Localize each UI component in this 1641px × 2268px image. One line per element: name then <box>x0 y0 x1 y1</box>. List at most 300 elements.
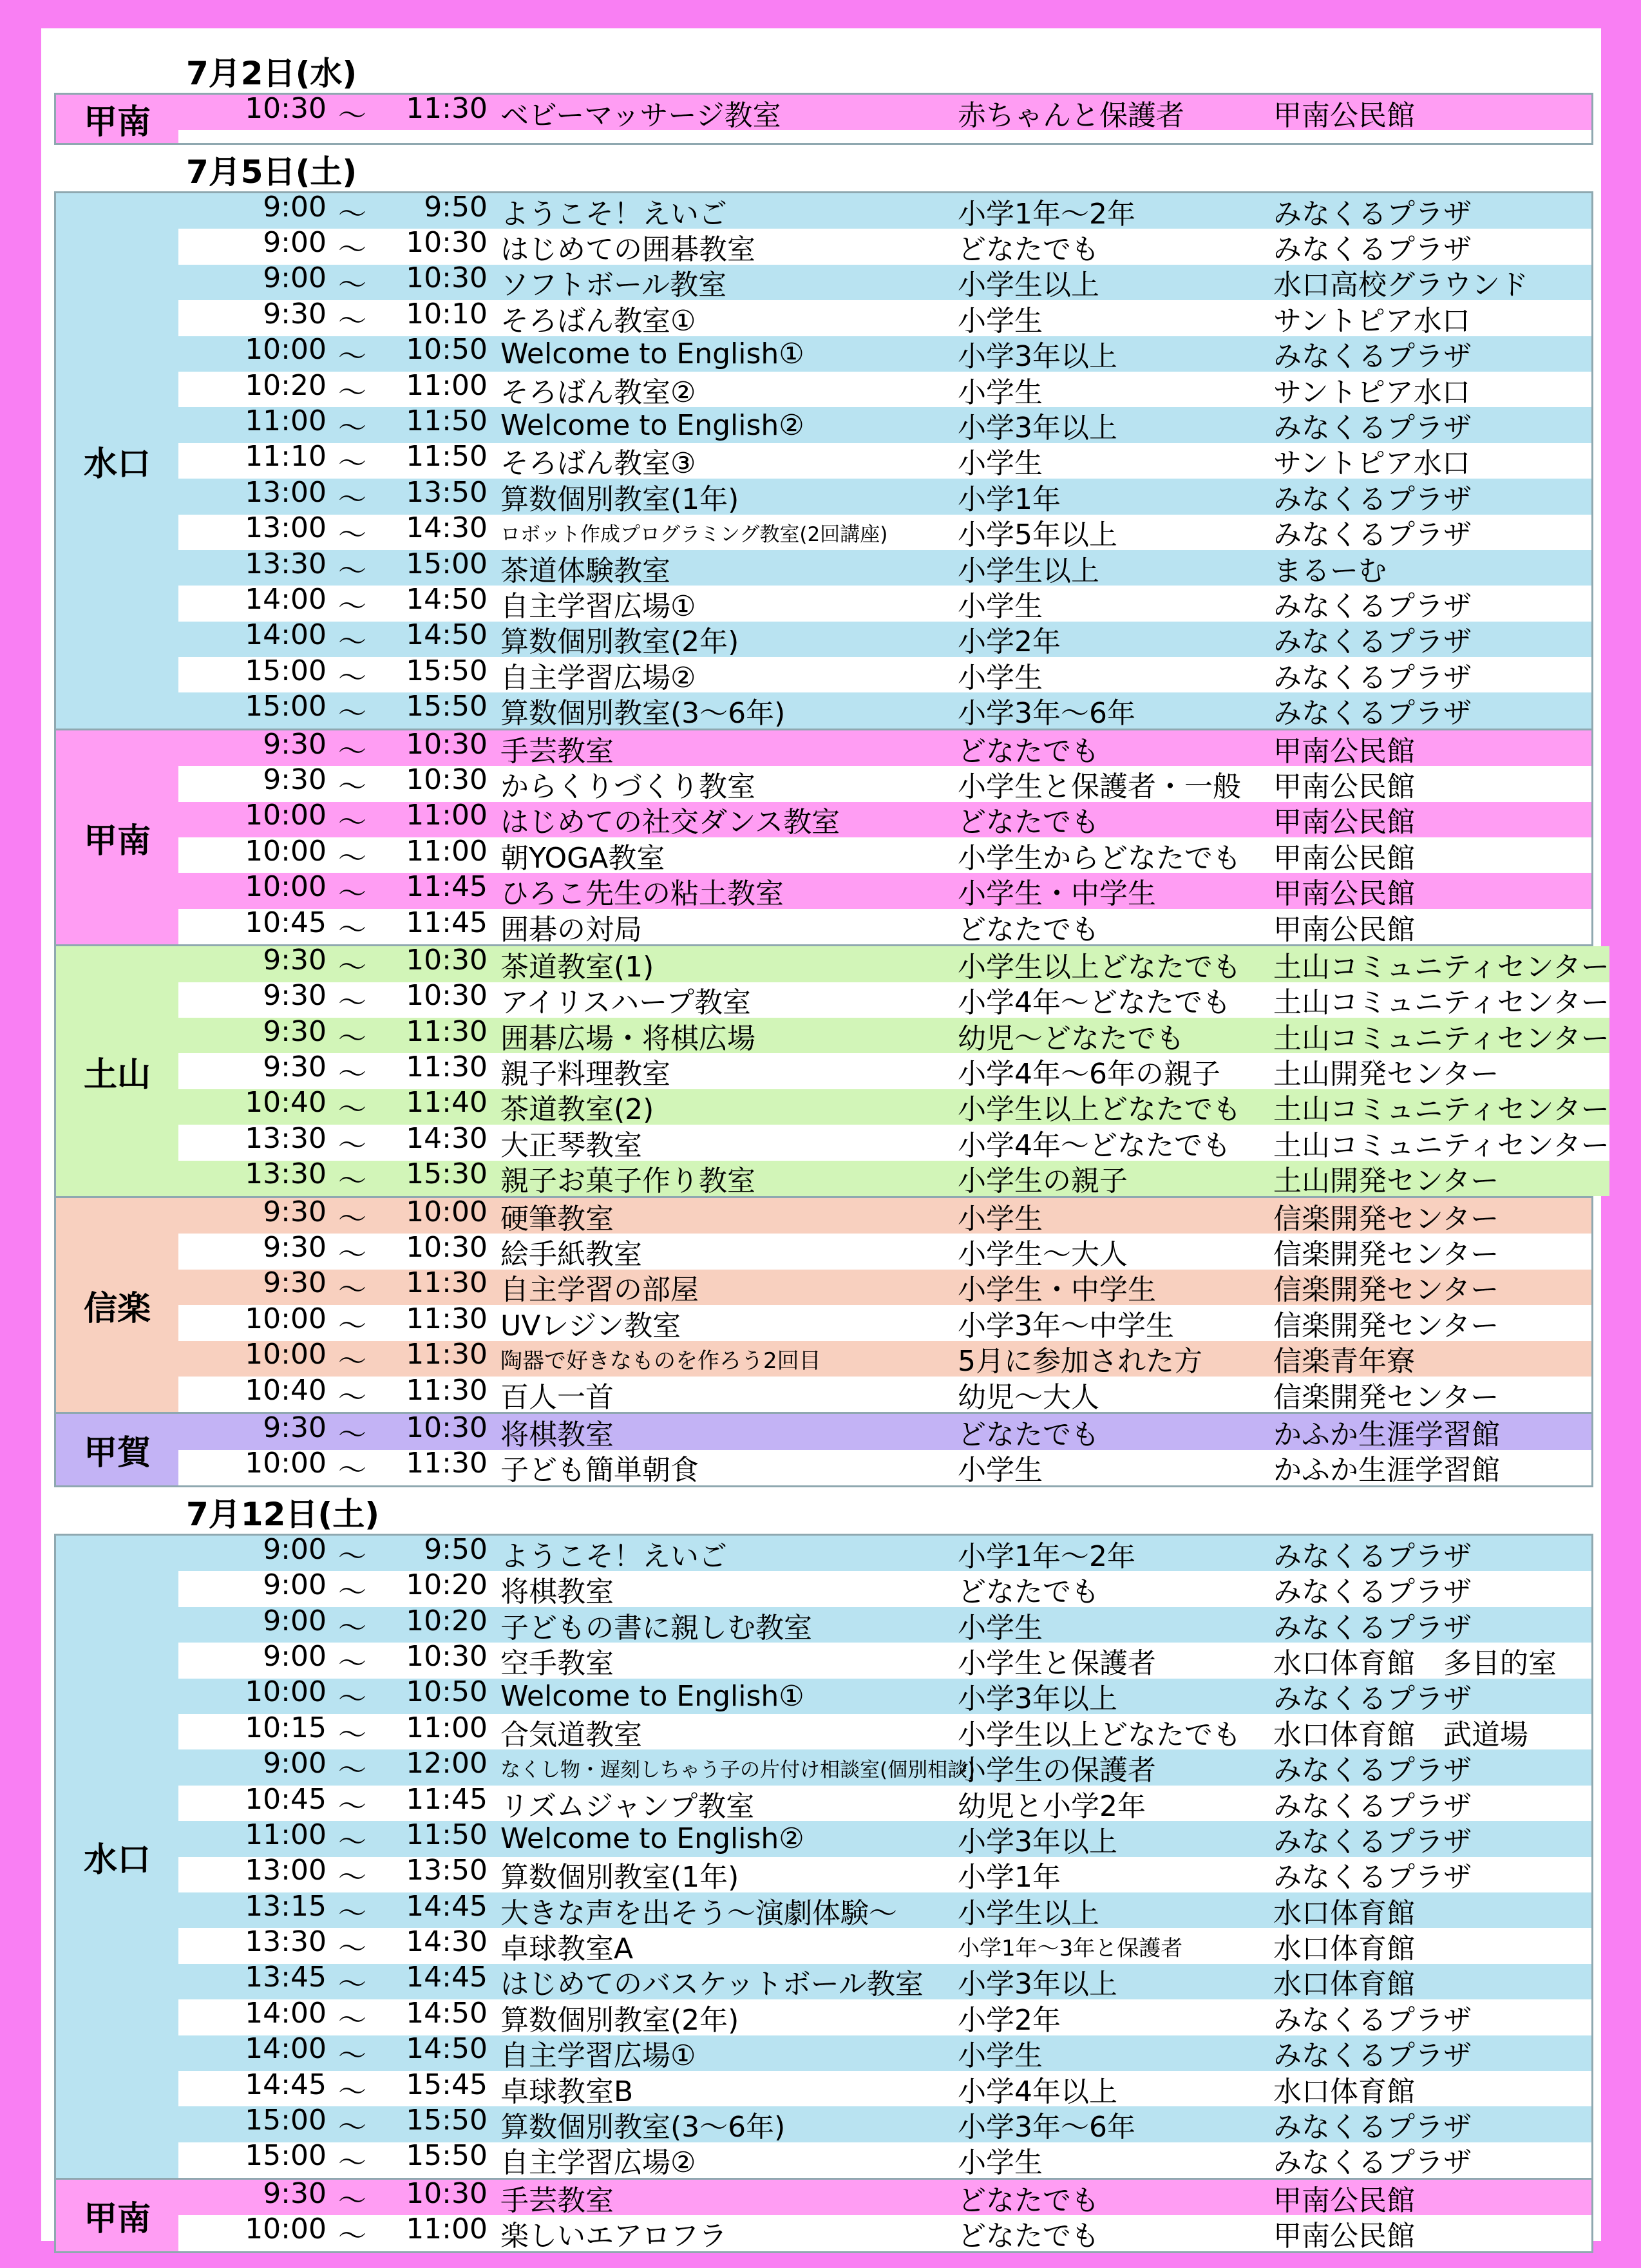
table-row <box>178 873 1591 908</box>
start-time: 13:30 <box>245 1160 327 1191</box>
target-audience: どなたでも <box>958 233 1099 265</box>
class-name: Welcome to English② <box>500 1822 804 1856</box>
class-name: 大きな声を出そう～演劇体験～ <box>500 1896 897 1929</box>
area-label: 甲南 <box>56 95 178 143</box>
tilde: ～ <box>338 376 366 408</box>
class-name: 算数個別教室(2年) <box>500 625 739 658</box>
table-row <box>178 300 1591 336</box>
class-name: 茶道教室(1) <box>500 950 654 982</box>
start-time: 14:00 <box>245 2035 327 2066</box>
area-rows <box>178 730 1591 944</box>
tilde: ～ <box>338 697 366 729</box>
table-row <box>178 515 1591 550</box>
end-time: 14:30 <box>406 1928 488 1959</box>
start-time: 13:00 <box>245 514 327 545</box>
tilde: ～ <box>338 877 366 909</box>
class-name: そろばん教室② <box>500 376 696 408</box>
venue: みなくるプラザ <box>1273 1682 1472 1715</box>
tilde: ～ <box>338 1611 366 1643</box>
area-label: 甲賀 <box>56 1414 178 1485</box>
table-row <box>178 1018 1609 1053</box>
target-audience: 小学2年 <box>958 625 1061 658</box>
venue: みなくるプラザ <box>1273 1539 1472 1572</box>
start-time: 10:00 <box>245 837 327 868</box>
table-row <box>178 407 1591 443</box>
tilde: ～ <box>338 2184 366 2216</box>
table-row <box>178 837 1591 873</box>
time-range <box>178 1377 500 1412</box>
tilde: ～ <box>338 1896 366 1929</box>
target-audience: 小学生の親子 <box>958 1165 1128 1196</box>
venue: 甲南公民館 <box>1273 99 1415 131</box>
tilde: ～ <box>338 269 366 301</box>
end-time: 10:30 <box>406 1643 488 1673</box>
venue: みなくるプラザ <box>1273 340 1472 372</box>
tilde: ～ <box>338 1202 366 1234</box>
class-name: 楽しいエアロフラ <box>500 2220 727 2251</box>
tilde: ～ <box>338 986 366 1018</box>
start-time: 10:00 <box>245 1449 327 1480</box>
end-time: 11:50 <box>406 1821 488 1851</box>
table-row <box>178 1999 1591 2035</box>
start-time: 10:00 <box>245 801 327 832</box>
table-row <box>178 443 1591 479</box>
class-name: 自主学習広場② <box>500 661 696 693</box>
time-range <box>178 372 500 407</box>
venue: 甲南公民館 <box>1273 913 1415 945</box>
table-row <box>178 1161 1609 1196</box>
table-row <box>178 657 1591 692</box>
table-row <box>178 95 1591 130</box>
end-time: 10:30 <box>406 2180 488 2210</box>
area-block <box>54 1534 1593 2180</box>
venue: みなくるプラザ <box>1273 2111 1472 2142</box>
tilde: ～ <box>338 661 366 693</box>
area-rows <box>178 946 1609 1196</box>
tilde: ～ <box>338 1238 366 1270</box>
venue: 信楽青年寮 <box>1273 1345 1415 1377</box>
table-row <box>178 1749 1591 1785</box>
start-time: 9:30 <box>263 730 327 761</box>
table-row <box>178 766 1591 801</box>
tilde: ～ <box>338 1309 366 1341</box>
end-time: 13:50 <box>406 1856 488 1887</box>
time-range <box>178 1089 500 1125</box>
target-audience: 小学3年～6年 <box>958 2111 1135 2142</box>
tilde: ～ <box>338 1058 366 1089</box>
class-name: からくりづくり教室 <box>500 770 755 802</box>
tilde: ～ <box>338 1968 366 2000</box>
class-name: 百人一首 <box>500 1380 614 1413</box>
end-time: 14:45 <box>406 1892 488 1923</box>
tilde: ～ <box>338 590 366 622</box>
start-time: 9:00 <box>263 1571 327 1602</box>
table-row <box>178 1234 1591 1269</box>
tilde: ～ <box>338 304 366 336</box>
venue: みなくるプラザ <box>1273 625 1472 658</box>
venue: 土山開発センター <box>1273 1165 1499 1196</box>
tilde: ～ <box>338 1345 366 1377</box>
end-time: 11:45 <box>406 873 488 904</box>
tilde: ～ <box>338 554 366 586</box>
start-time: 10:00 <box>245 1340 327 1371</box>
tilde: ～ <box>338 99 366 131</box>
start-time: 9:30 <box>263 1017 327 1048</box>
target-audience: どなたでも <box>958 913 1099 945</box>
area-block <box>54 1198 1593 1414</box>
tilde: ～ <box>338 770 366 802</box>
start-time: 9:30 <box>263 1234 327 1264</box>
start-time: 10:45 <box>245 1785 327 1816</box>
time-range <box>178 1414 500 1449</box>
table-row <box>178 1305 1591 1340</box>
class-name: 空手教室 <box>500 1646 614 1679</box>
target-audience: 小学1年～3年と保護者 <box>958 1935 1183 1961</box>
table-row <box>178 2142 1591 2178</box>
class-name: 手芸教室 <box>500 2184 614 2216</box>
class-name: Welcome to English① <box>500 337 804 370</box>
target-audience: 小学生 <box>958 304 1043 336</box>
start-time: 10:00 <box>245 1305 327 1335</box>
tilde: ～ <box>338 1093 366 1125</box>
table-row <box>178 1786 1591 1821</box>
tilde: ～ <box>338 1682 366 1715</box>
time-range <box>178 1536 500 1571</box>
venue: 土山コミュニティセンター <box>1273 950 1609 982</box>
target-audience: 小学1年～2年 <box>958 197 1135 229</box>
tilde: ～ <box>338 1861 366 1892</box>
end-time: 11:40 <box>406 1089 488 1120</box>
start-time: 10:40 <box>245 1089 327 1120</box>
venue: みなくるプラザ <box>1273 2039 1472 2071</box>
end-time: 11:50 <box>406 443 488 473</box>
class-name: 算数個別教室(1年) <box>500 482 739 515</box>
venue: 甲南公民館 <box>1273 770 1415 802</box>
venue: 水口体育館 <box>1273 1968 1415 2000</box>
table-row <box>178 1450 1591 1485</box>
venue: 信楽開発センター <box>1273 1202 1499 1234</box>
tilde: ～ <box>338 233 366 265</box>
time-range <box>178 1125 500 1160</box>
time-range <box>178 586 500 621</box>
table-row <box>178 336 1591 372</box>
tilde: ～ <box>338 625 366 658</box>
area-rows <box>178 2180 1591 2251</box>
venue: みなくるプラザ <box>1273 1611 1472 1643</box>
table-row <box>178 1125 1609 1160</box>
end-time: 11:00 <box>406 801 488 832</box>
time-range <box>178 193 500 229</box>
target-audience: 小学3年～中学生 <box>958 1309 1174 1341</box>
target-audience: 小学生 <box>958 1611 1043 1643</box>
class-name: 囲碁広場・将棋広場 <box>500 1022 755 1054</box>
time-range <box>178 1053 500 1089</box>
target-audience: 小学生 <box>958 1454 1043 1486</box>
class-name: 合気道教室 <box>500 1718 642 1750</box>
start-time: 10:00 <box>245 873 327 904</box>
class-name: 親子お菓子作り教室 <box>500 1165 755 1196</box>
venue: みなくるプラザ <box>1273 1576 1472 1607</box>
time-range <box>178 443 500 479</box>
venue: 土山コミュニティセンター <box>1273 1129 1609 1161</box>
tilde: ～ <box>338 2146 366 2178</box>
tilde: ～ <box>338 1539 366 1572</box>
table-row <box>178 946 1609 982</box>
area-block <box>54 2180 1593 2253</box>
end-time: 10:30 <box>406 1234 488 1264</box>
start-time: 14:00 <box>245 586 327 616</box>
start-time: 13:30 <box>245 1125 327 1155</box>
tilde: ～ <box>338 482 366 515</box>
venue: みなくるプラザ <box>1273 482 1472 515</box>
time-range <box>178 1305 500 1340</box>
area-label: 甲南 <box>56 730 178 944</box>
area-label: 信楽 <box>56 1198 178 1412</box>
time-range <box>178 766 500 801</box>
venue: サントピア水口 <box>1273 376 1470 408</box>
tilde: ～ <box>338 950 366 982</box>
venue: まるーむ <box>1273 554 1387 586</box>
start-time: 9:00 <box>263 1643 327 1673</box>
end-time: 15:50 <box>406 2106 488 2137</box>
table-row <box>178 1928 1591 1963</box>
tilde: ～ <box>338 2003 366 2035</box>
table-row <box>178 2035 1591 2071</box>
class-name: そろばん教室③ <box>500 447 696 479</box>
venue: みなくるプラザ <box>1273 2003 1472 2035</box>
start-time: 14:00 <box>245 1999 327 2030</box>
end-time: 11:30 <box>406 1017 488 1048</box>
start-time: 10:45 <box>245 908 327 939</box>
tilde: ～ <box>338 1754 366 1786</box>
time-range <box>178 1857 500 1892</box>
tilde: ～ <box>338 1273 366 1306</box>
tilde: ～ <box>338 197 366 229</box>
class-name: 算数個別教室(3～6年) <box>500 697 786 729</box>
time-range <box>178 1234 500 1269</box>
start-time: 10:40 <box>245 1376 327 1407</box>
tilde: ～ <box>338 340 366 372</box>
venue: みなくるプラザ <box>1273 1825 1472 1857</box>
table-row <box>178 1089 1609 1125</box>
class-name: Welcome to English① <box>500 1679 804 1713</box>
target-audience: 小学生 <box>958 2039 1043 2071</box>
target-audience: 小学生以上どなたでも <box>958 950 1241 982</box>
time-range <box>178 1786 500 1821</box>
tilde: ～ <box>338 412 366 443</box>
start-time: 10:00 <box>245 2215 327 2246</box>
area-rows <box>178 193 1591 729</box>
class-name: 手芸教室 <box>500 734 614 767</box>
start-time: 9:30 <box>263 1269 327 1300</box>
start-time: 9:00 <box>263 1749 327 1780</box>
target-audience: 小学2年 <box>958 2003 1061 2035</box>
area-block <box>54 191 1593 730</box>
class-name: 自主学習の部屋 <box>500 1273 699 1306</box>
table-row <box>178 1198 1591 1234</box>
time-range <box>178 95 500 130</box>
target-audience: 小学4年～6年の親子 <box>958 1058 1220 1089</box>
start-time: 9:30 <box>263 1414 327 1444</box>
target-audience: 小学4年～どなたでも <box>958 986 1231 1018</box>
venue: 水口体育館 <box>1273 1932 1415 1964</box>
target-audience: 小学4年以上 <box>958 2075 1117 2107</box>
tilde: ～ <box>338 519 366 550</box>
target-audience: 小学生の保護者 <box>958 1754 1156 1786</box>
end-time: 14:50 <box>406 586 488 616</box>
end-time: 12:00 <box>406 1749 488 1780</box>
tilde: ～ <box>338 1454 366 1486</box>
area-rows <box>178 1198 1591 1412</box>
class-name: アイリスハープ教室 <box>500 986 751 1018</box>
end-time: 10:50 <box>406 1678 488 1709</box>
class-name: はじめての社交ダンス教室 <box>500 806 840 838</box>
start-time: 15:00 <box>245 657 327 687</box>
section-date: 7月5日(土) <box>186 153 357 191</box>
target-audience: 幼児と小学2年 <box>958 1789 1146 1822</box>
venue: 信楽開発センター <box>1273 1238 1499 1270</box>
area-rows <box>178 1536 1591 2178</box>
time-range <box>178 1749 500 1785</box>
table-row <box>178 1964 1591 1999</box>
time-range <box>178 2035 500 2071</box>
venue: みなくるプラザ <box>1273 590 1472 622</box>
venue: 土山コミュニティセンター <box>1273 1022 1609 1054</box>
table-row <box>178 1607 1591 1643</box>
target-audience: 小学生以上 <box>958 269 1099 301</box>
target-audience: 5月に参加された方 <box>958 1345 1202 1377</box>
area-label: 水口 <box>56 1536 178 2178</box>
area-label: 土山 <box>56 946 178 1196</box>
table-row <box>178 1679 1591 1714</box>
section-date: 7月2日(水) <box>186 55 357 92</box>
end-time: 11:00 <box>406 371 488 402</box>
class-name: 大正琴教室 <box>500 1129 642 1161</box>
class-name: 自主学習広場① <box>500 2039 696 2071</box>
table-row <box>178 479 1591 514</box>
venue: 土山コミュニティセンター <box>1273 1093 1609 1125</box>
venue: 水口体育館 <box>1273 2075 1415 2107</box>
table-row <box>178 1892 1591 1928</box>
time-range <box>178 1270 500 1305</box>
end-time: 15:00 <box>406 549 488 580</box>
table-row <box>178 1821 1591 1856</box>
time-range <box>178 1821 500 1856</box>
tilde: ～ <box>338 1932 366 1964</box>
time-range <box>178 657 500 692</box>
class-name: 算数個別教室(3～6年) <box>500 2111 786 2142</box>
start-time: 9:30 <box>263 1197 327 1228</box>
venue: みなくるプラザ <box>1273 661 1472 693</box>
class-name: 将棋教室 <box>500 1576 614 1607</box>
time-range <box>178 2071 500 2106</box>
start-time: 9:30 <box>263 982 327 1013</box>
class-name: 親子料理教室 <box>500 1058 670 1089</box>
class-name: 卓球教室A <box>500 1932 634 1964</box>
end-time: 11:30 <box>406 1305 488 1335</box>
target-audience: 小学生 <box>958 590 1043 622</box>
target-audience: 小学生からどなたでも <box>958 841 1241 873</box>
target-audience: どなたでも <box>958 2184 1099 2216</box>
class-name: 陶器で好きなものを作ろう2回目 <box>500 1348 821 1374</box>
target-audience: どなたでも <box>958 2220 1099 2251</box>
area-block <box>54 1414 1593 1487</box>
time-range <box>178 1161 500 1196</box>
target-audience: 小学生 <box>958 1202 1043 1234</box>
target-audience: 幼児～どなたでも <box>958 1022 1184 1054</box>
tilde: ～ <box>338 1380 366 1413</box>
end-time: 11:50 <box>406 407 488 438</box>
start-time: 9:30 <box>263 766 327 796</box>
time-range <box>178 1198 500 1234</box>
time-range <box>178 300 500 336</box>
time-range <box>178 229 500 264</box>
table-row <box>178 2106 1591 2142</box>
table-row <box>178 2215 1591 2251</box>
start-time: 15:00 <box>245 692 327 723</box>
time-range <box>178 692 500 728</box>
start-time: 9:30 <box>263 1053 327 1084</box>
venue: みなくるプラザ <box>1273 519 1472 550</box>
start-time: 11:00 <box>245 1821 327 1851</box>
start-time: 13:00 <box>245 479 327 509</box>
venue: みなくるプラザ <box>1273 1861 1472 1892</box>
venue: 信楽開発センター <box>1273 1309 1499 1341</box>
end-time: 15:30 <box>406 1160 488 1191</box>
target-audience: 小学1年 <box>958 1861 1061 1892</box>
class-name: ソフトボール教室 <box>500 269 727 301</box>
class-name: ようこそ！えいご <box>500 197 727 229</box>
end-time: 11:30 <box>406 1053 488 1084</box>
venue: みなくるプラザ <box>1273 697 1472 729</box>
start-time: 11:00 <box>245 407 327 438</box>
tilde: ～ <box>338 1418 366 1450</box>
class-name: なくし物・遅刻しちゃう子の片付け相談室(個別相談) <box>500 1758 976 1782</box>
end-time: 15:50 <box>406 692 488 723</box>
start-time: 9:00 <box>263 193 327 224</box>
target-audience: 小学3年～6年 <box>958 697 1135 729</box>
end-time: 11:45 <box>406 908 488 939</box>
target-audience: 小学生以上 <box>958 1896 1099 1929</box>
time-range <box>178 1999 500 2035</box>
end-time: 14:45 <box>406 1963 488 1994</box>
class-name: 絵手紙教室 <box>500 1238 642 1270</box>
venue: みなくるプラザ <box>1273 233 1472 265</box>
table-row <box>178 1377 1591 1412</box>
venue: 信楽開発センター <box>1273 1273 1499 1306</box>
end-time: 10:20 <box>406 1606 488 1637</box>
end-time: 11:30 <box>406 1449 488 1480</box>
tilde: ～ <box>338 2075 366 2107</box>
class-name: Welcome to English② <box>500 408 804 442</box>
time-range <box>178 550 500 586</box>
time-range <box>178 2215 500 2251</box>
start-time: 13:15 <box>245 1892 327 1923</box>
time-range <box>178 1892 500 1928</box>
start-time: 10:20 <box>245 371 327 402</box>
class-name: 卓球教室B <box>500 2075 634 2107</box>
time-range <box>178 946 500 982</box>
target-audience: 小学3年以上 <box>958 1682 1117 1715</box>
target-audience: どなたでも <box>958 806 1099 838</box>
venue: 土山コミュニティセンター <box>1273 986 1609 1018</box>
time-range <box>178 479 500 514</box>
table-row <box>178 1270 1591 1305</box>
target-audience: 小学生 <box>958 2146 1043 2178</box>
venue: サントピア水口 <box>1273 447 1470 479</box>
start-time: 13:30 <box>245 1928 327 1959</box>
end-time: 11:00 <box>406 1714 488 1744</box>
